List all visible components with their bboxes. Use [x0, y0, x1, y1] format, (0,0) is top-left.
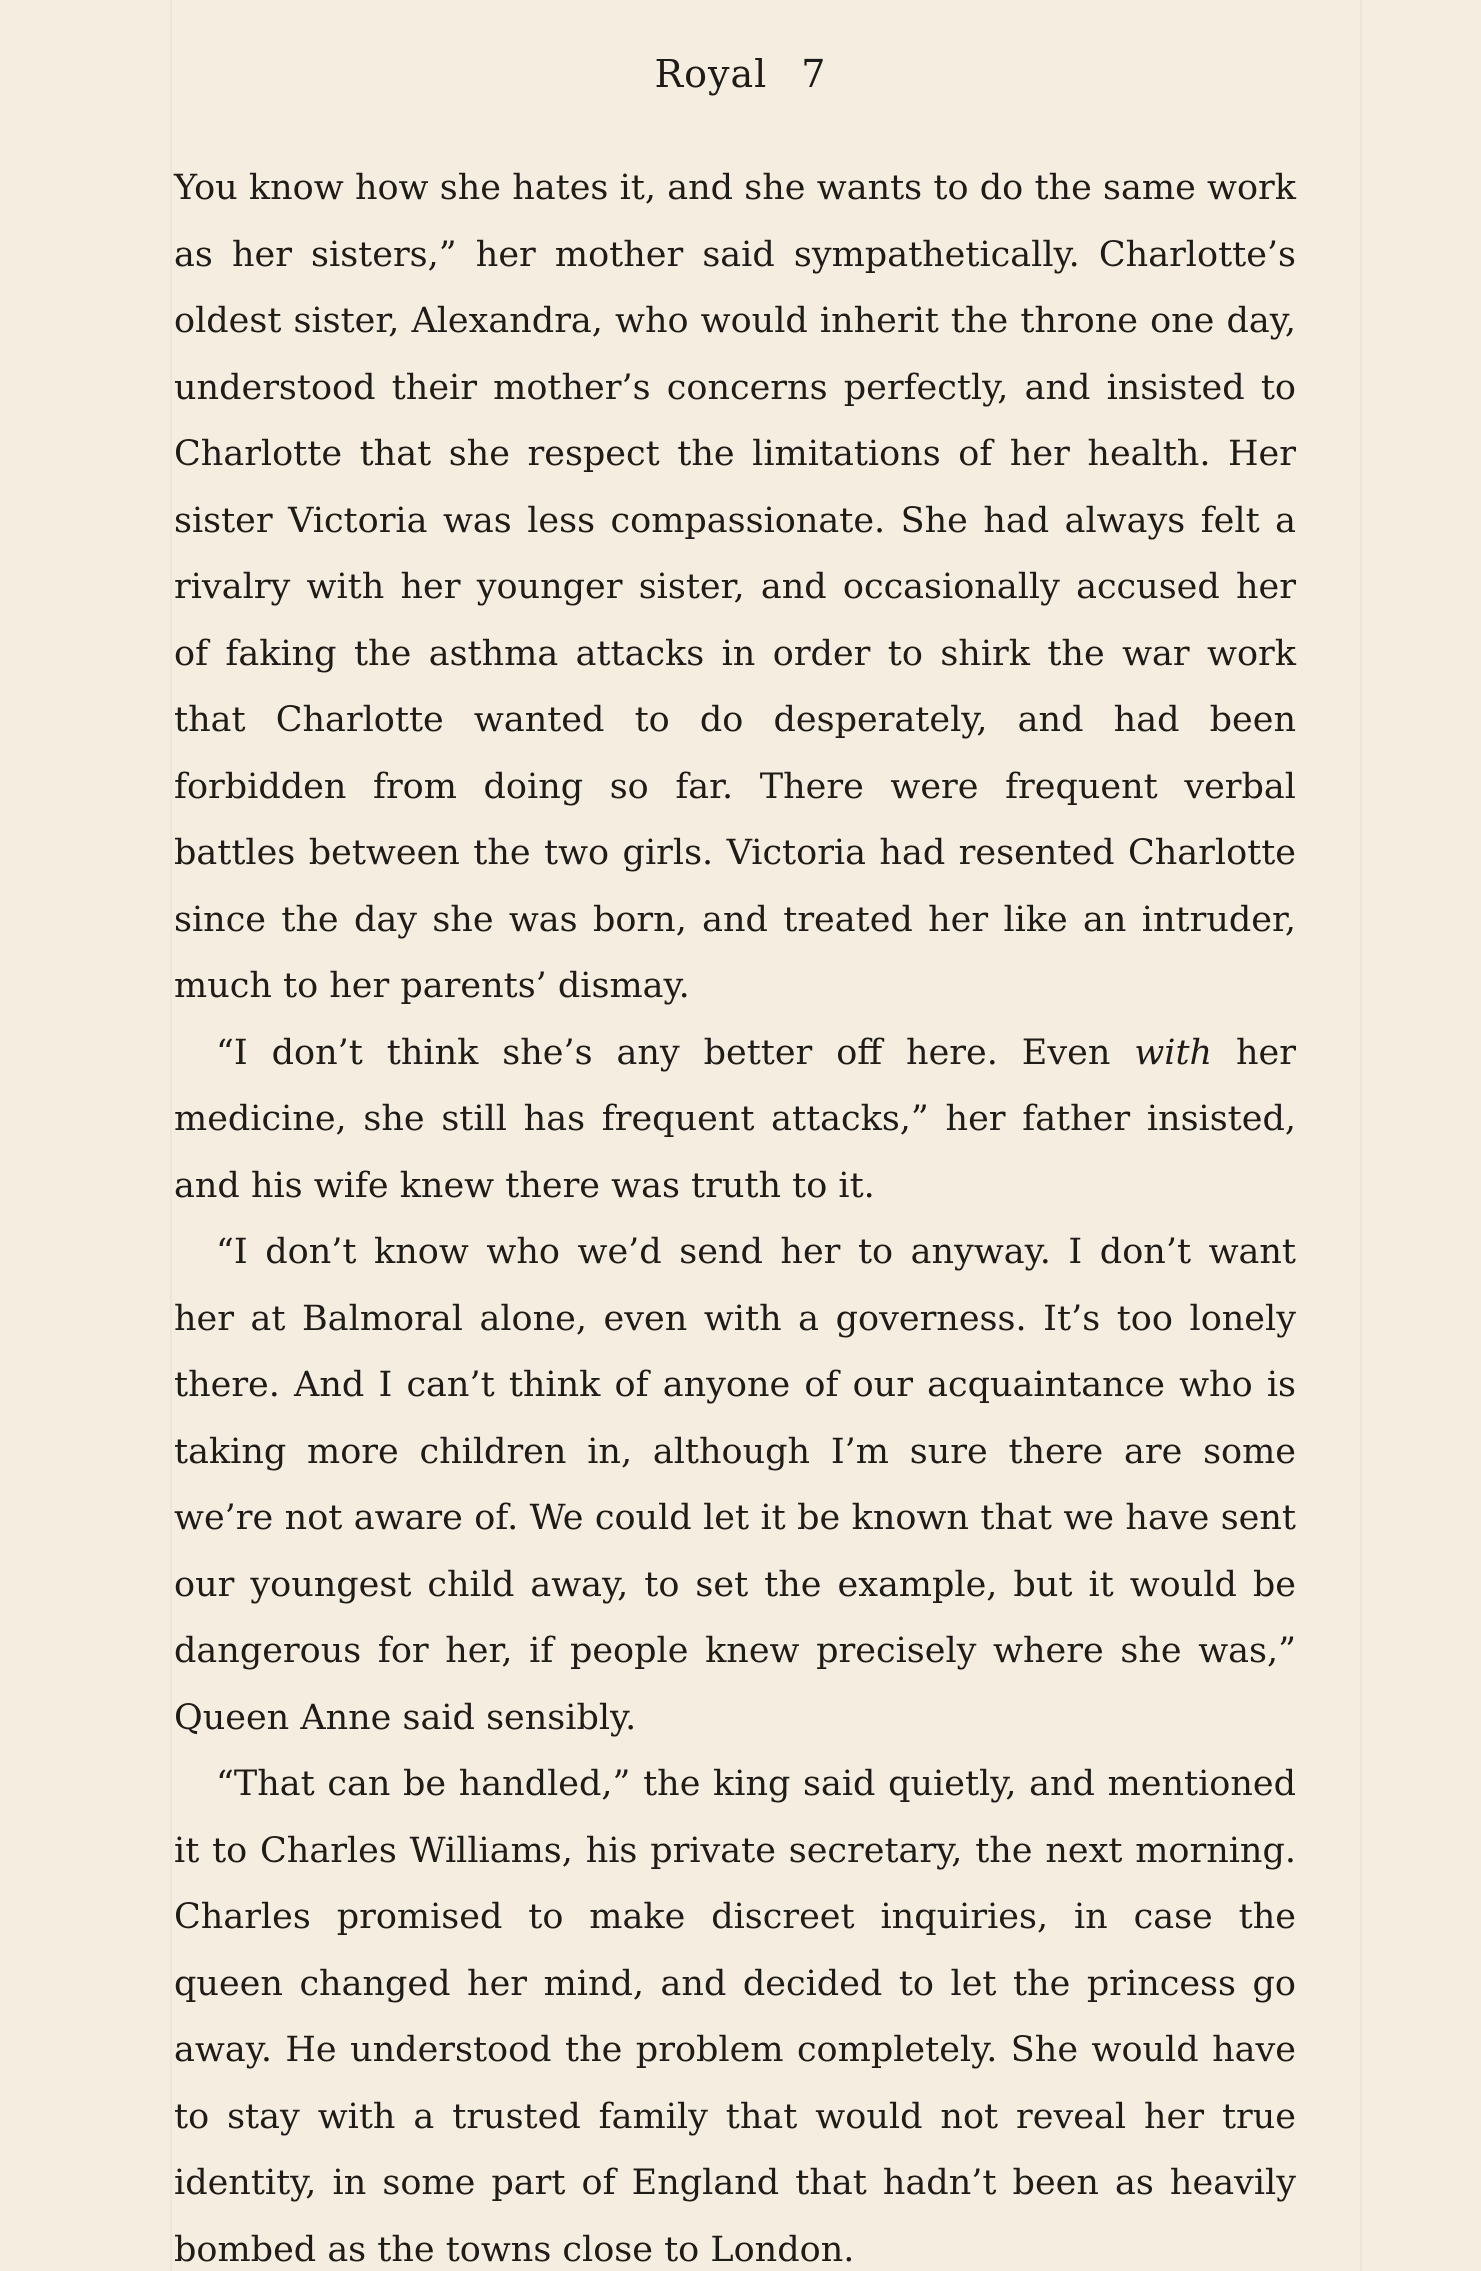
running-title: Royal [654, 52, 768, 96]
paper-crease [170, 0, 172, 2271]
paragraph-1: You know how she hates it, and she wants to do the same work as her sisters,” her mother said sympathetically. Charlotte’s oldest sister, Alexandra, who would inherit the throne one day, understood their mother’s concerns perfectly, and insisted to Charlotte that she respect the limitations of her health. Her sister Victoria was less compassionate. She had always felt a rivalry with her younger sister, and occasionally accused her of faking the asthma attacks in order to shirk the war work that Charlotte wanted to do desperately, and had been forbidden from doing so far. There were frequent verbal battles between the two girls. Victoria had resented Charlotte since the day she was born, and treated her like an intruder, much to her parents’ dismay. [174, 168, 1296, 1006]
paragraph-3: “I don’t know who we’d send her to anyway. I don’t want her at Balmoral alone, even with a governess. It’s too lonely there. And I can’t think of anyone of our acquaintance who is taking more children in, although I’m sure there are some we’re not aware of. We could let it be known that we have sent our youngest child away, to set the example, but it would be dangerous for her, if people knew precisely where she was,” Queen Anne said sensibly. [174, 1232, 1296, 1738]
paper-crease [1360, 0, 1362, 2271]
paragraph-2-lead: “I don’t think she’s any better off here. Even [216, 1032, 1135, 1073]
page-number: 7 [801, 52, 827, 96]
paragraph-4: “That can be handled,” the king said quietly, and mentioned it to Charles Williams, his private secretary, the next morning. Charles promised to make discreet inquiries, in case the queen changed her mind, and decided to let the princess go away. He understood the problem completely. She would have to stay with a trusted family that would not reveal her true identity, in some part of England that hadn’t been as heavily bombed as the towns close to London. [174, 1764, 1296, 2270]
paragraph-2 [174, 1020, 1296, 1220]
running-header [0, 46, 1481, 102]
paragraph-2-italic: with [1134, 1032, 1213, 1073]
body-text [174, 155, 1296, 2271]
paragraph-2-tail: her medicine, she still has frequent attacks,” her father insisted, and his wife knew there was truth to it. [174, 1032, 1296, 1206]
